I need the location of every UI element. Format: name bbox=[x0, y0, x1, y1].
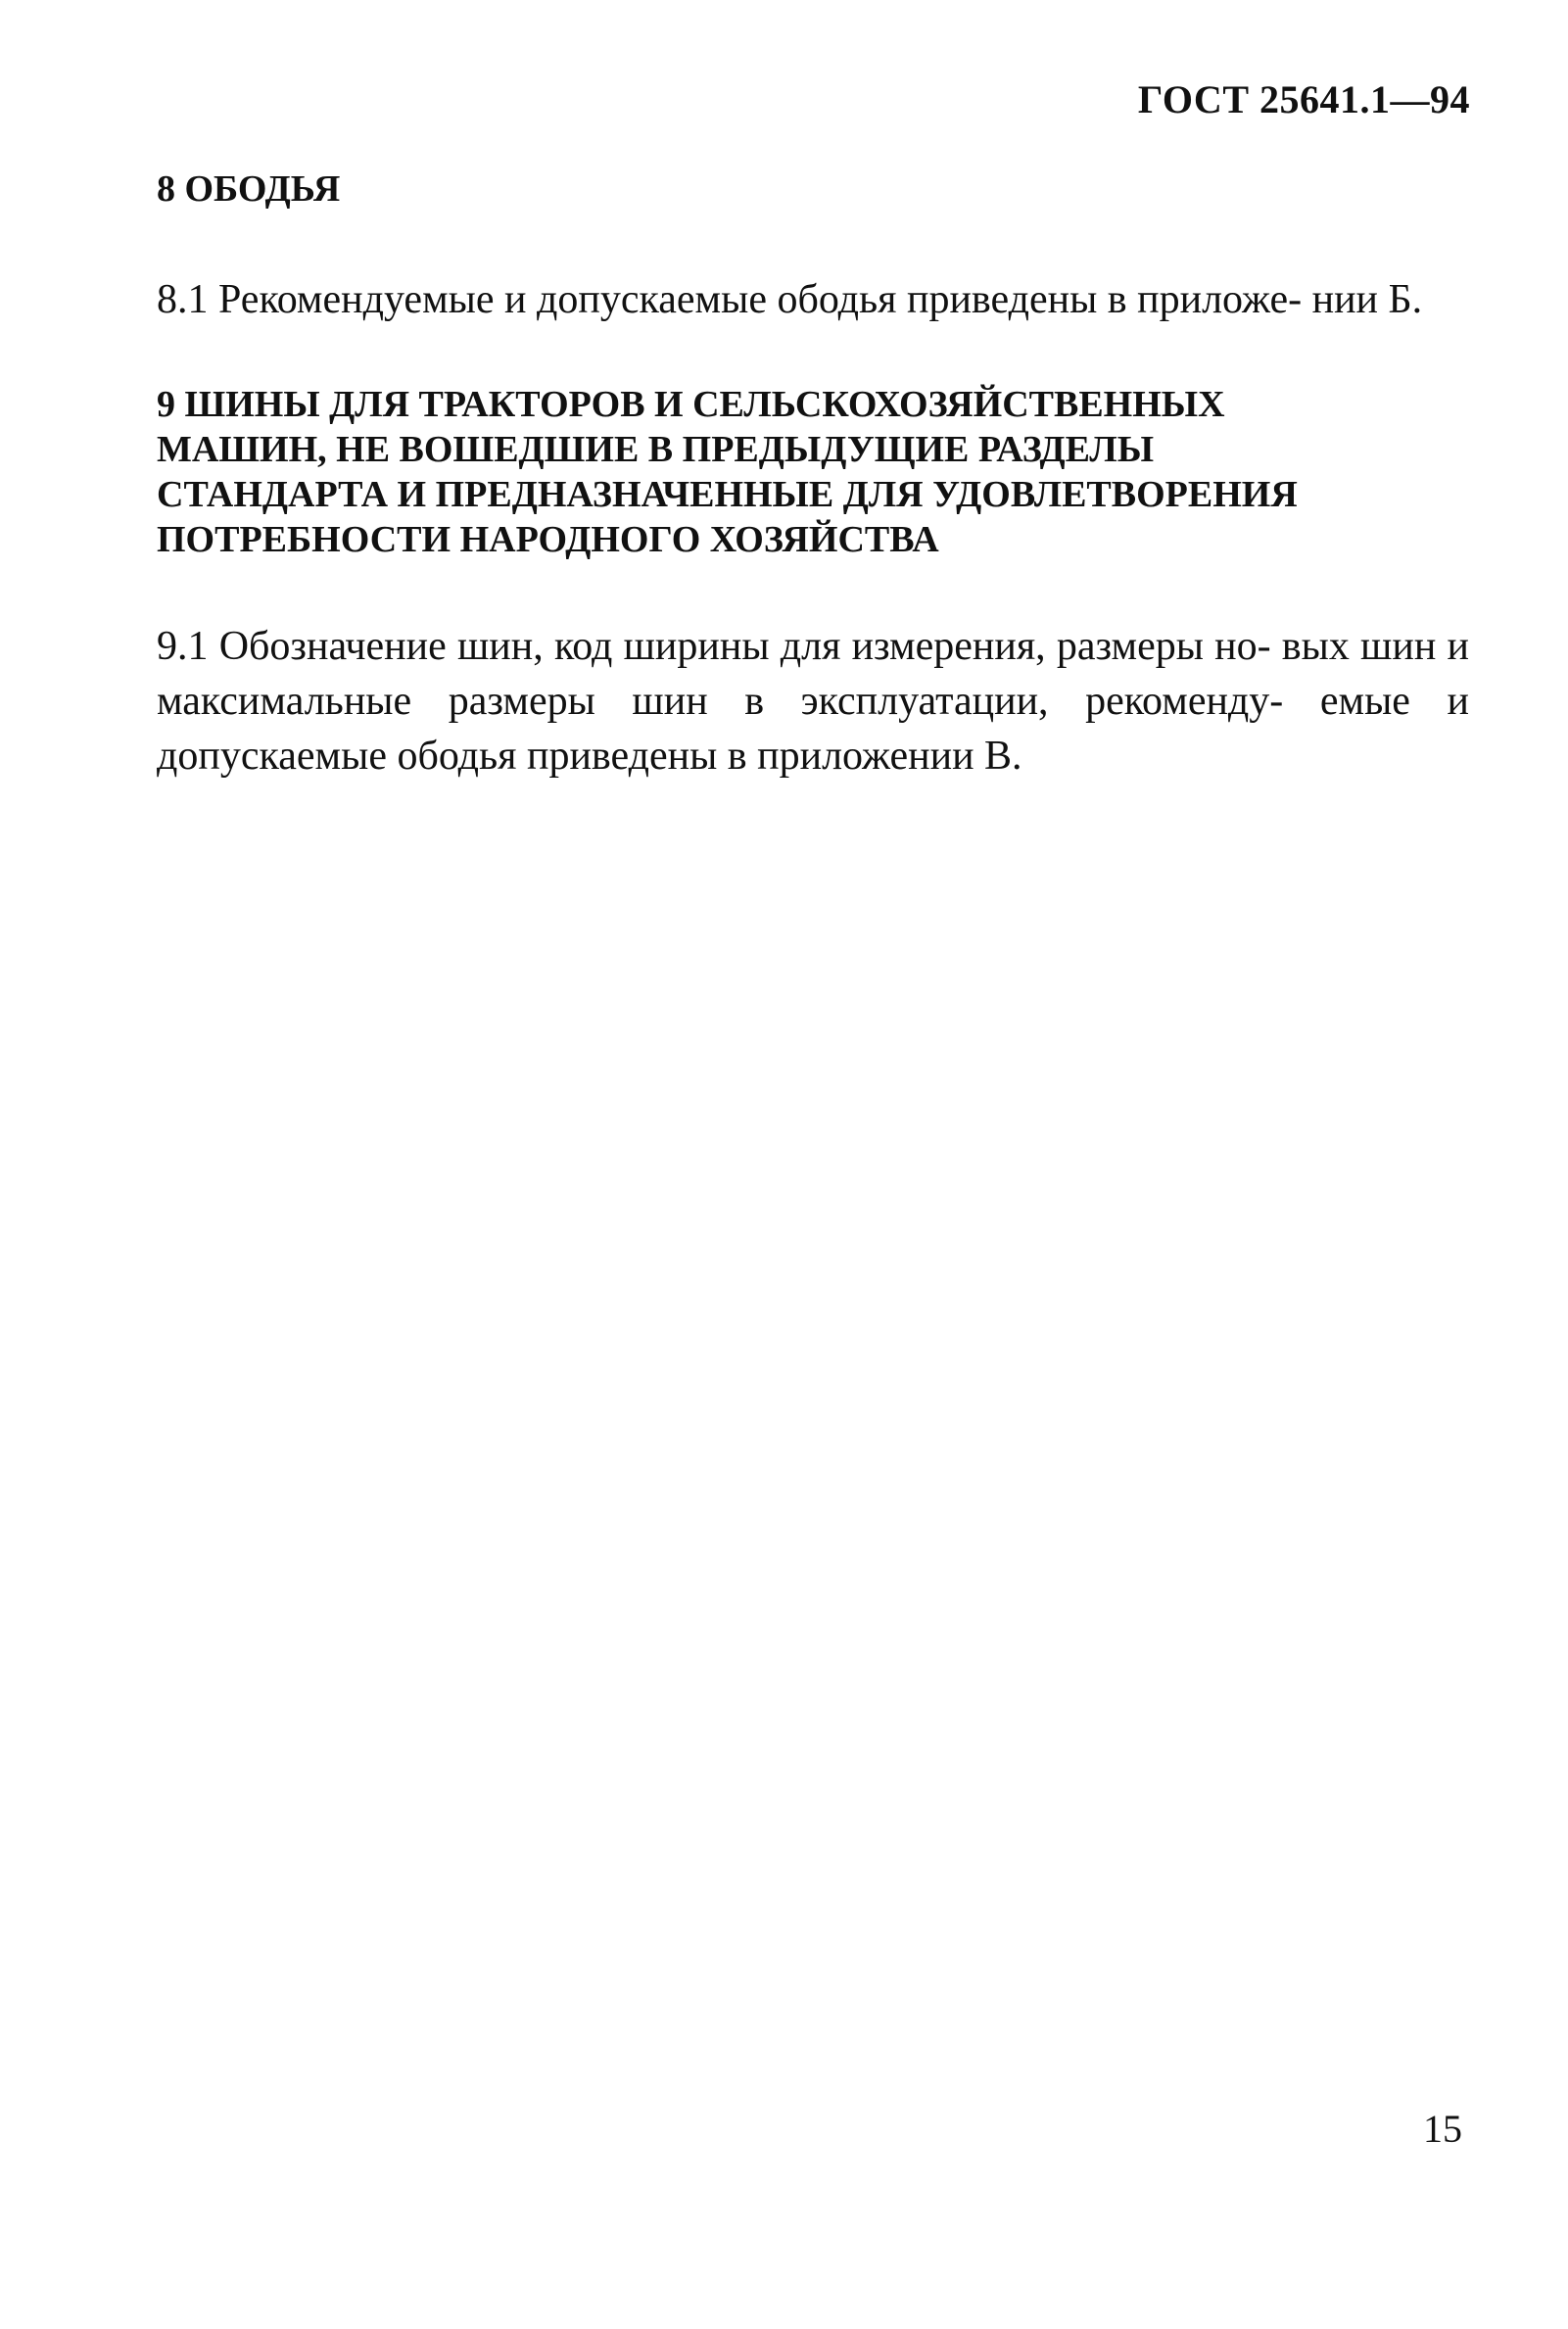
document-code-header: ГОСТ 25641.1—94 bbox=[1137, 77, 1470, 121]
section-9-heading bbox=[157, 382, 1469, 562]
section-9-heading-line: 9 ШИНЫ ДЛЯ ТРАКТОРОВ И СЕЛЬСКОХОЗЯЙСТВЕННЫХ bbox=[157, 384, 1225, 425]
section-9-heading-line: ПОТРЕБНОСТИ НАРОДНОГО ХОЗЯЙСТВА bbox=[157, 519, 939, 560]
section-9-1-paragraph: 9.1 Обозначение шин, код ширины для измерения, размеры но- вых шин и максимальные размеры шин в эксплуатации, рекоменду- емые и допускаемые ободья приведены в приложении В. bbox=[157, 624, 1469, 779]
section-8-1-paragraph: 8.1 Рекомендуемые и допускаемые ободья приведены в приложе- нии Б. bbox=[157, 277, 1423, 322]
section-8-heading: 8 ОБОДЬЯ bbox=[157, 168, 341, 210]
section-9-heading-line: СТАНДАРТА И ПРЕДНАЗНАЧЕННЫЕ ДЛЯ УДОВЛЕТВОРЕНИЯ bbox=[157, 474, 1298, 515]
page-number: 15 bbox=[1423, 2107, 1462, 2151]
section-9-heading-line: МАШИН, НЕ ВОШЕДШИЕ В ПРЕДЫДУЩИЕ РАЗДЕЛЫ bbox=[157, 429, 1155, 470]
page-content bbox=[157, 166, 1469, 784]
